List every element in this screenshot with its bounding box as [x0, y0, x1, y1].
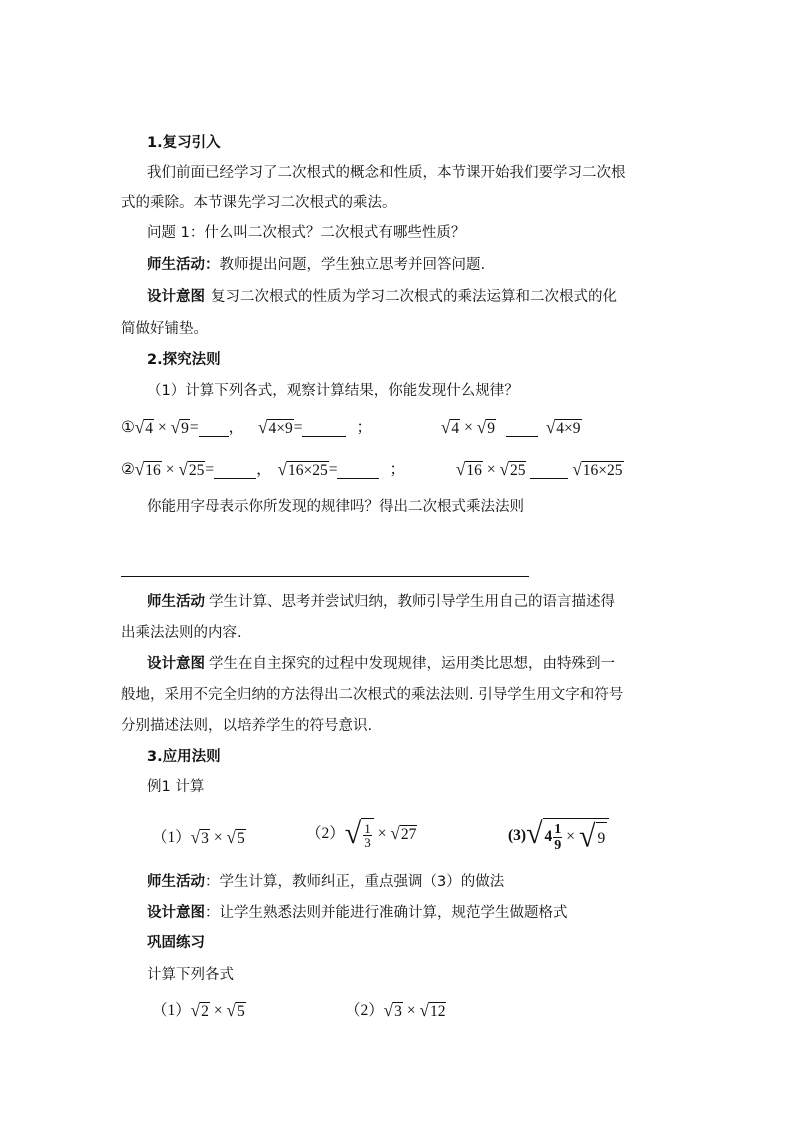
- section3-title: 3.应用法则: [147, 749, 221, 765]
- row1-marker: ①: [121, 419, 135, 436]
- design-text: ：让学生熟悉法则并能进行准确计算，规范学生做题格式: [205, 905, 568, 921]
- sqrt-4x9: √ 4×9: [545, 417, 581, 438]
- ex2-label: （2）: [306, 825, 345, 842]
- section2-activity: [147, 592, 615, 612]
- separator: ，: [256, 461, 272, 478]
- sqrt-16x25: √ 16×25: [277, 459, 328, 480]
- activity-text: 教师提出问题，学生独立思考并回答问题.: [219, 257, 486, 273]
- times-sign: ×: [377, 825, 387, 842]
- sqrt-12: √ 12: [419, 1000, 446, 1021]
- section2-title: 2.探究法则: [147, 352, 221, 368]
- sqrt-25: √ 25: [178, 459, 205, 480]
- section2-design: [147, 654, 615, 674]
- equals: =: [328, 461, 338, 478]
- times-sign: ×: [165, 461, 175, 478]
- example-3: [508, 818, 609, 853]
- sqrt-9: √ 9: [476, 417, 495, 438]
- sqrt-3: √ 3: [383, 1000, 402, 1021]
- sqrt-16x25: √ 16×25: [572, 459, 623, 480]
- section3-activity: [147, 872, 504, 892]
- section1-para-line1: 我们前面已经学习了二次根式的概念和性质，本节课开始我们要学习二次根: [147, 165, 626, 181]
- sqrt-16: √ 16: [134, 459, 161, 480]
- answer-blank[interactable]: [302, 420, 346, 437]
- section1-design: [147, 287, 617, 307]
- formula-row-1: [121, 418, 372, 438]
- answer-blank[interactable]: [337, 462, 379, 479]
- answer-line[interactable]: [121, 576, 529, 577]
- row2-marker: ②: [121, 461, 135, 478]
- section1-activity: [147, 255, 485, 275]
- compare-blank[interactable]: [506, 420, 538, 437]
- section2-task: （1）计算下列各式，观察计算结果，你能发现什么规律？: [147, 383, 519, 399]
- p1-label: （1）: [152, 1002, 191, 1019]
- activity-label: 师生活动: [147, 594, 205, 610]
- section1-design-line2: 简做好铺垫。: [121, 321, 208, 337]
- practice-task: 计算下列各式: [147, 967, 234, 983]
- answer-blank[interactable]: [199, 420, 229, 437]
- design-label: 设计意图: [147, 905, 205, 921]
- example-title: 例1 计算: [147, 779, 205, 795]
- sqrt-27: √ 27: [390, 823, 417, 844]
- answer-blank[interactable]: [214, 462, 256, 479]
- practice-1: [152, 1001, 246, 1021]
- section2-prompt: 你能用字母表示你所发现的规律吗？得出二次根式乘法法则: [147, 499, 524, 515]
- section1-title: 1.复习引入: [147, 135, 221, 151]
- example-1: [152, 828, 246, 848]
- sqrt-25: √ 25: [499, 459, 526, 480]
- sqrt-5: √ 5: [226, 1000, 245, 1021]
- design-text-line1: 学生在自主探究的过程中发现规律，运用类比思想，由特殊到一: [209, 656, 615, 672]
- sqrt-4: √ 4: [441, 417, 460, 438]
- separator: ；: [356, 419, 372, 436]
- practice-2: [345, 1001, 446, 1021]
- section1-para-line2: 式的乘除。本节课先学习二次根式的乘法。: [121, 195, 397, 211]
- sqrt-5: √ 5: [226, 827, 245, 848]
- p2-label: （2）: [345, 1002, 384, 1019]
- question-1: 问题 1：什么叫二次根式？二次根式有哪些性质？: [147, 225, 466, 241]
- activity-text: ：学生计算，教师纠正，重点强调（3）的做法: [205, 874, 505, 890]
- ex1-label: （1）: [152, 829, 191, 846]
- times-sign: ×: [486, 461, 496, 478]
- activity-text-line1: 学生计算、思考并尝试归纳，教师引导学生用自己的语言描述得: [209, 594, 615, 610]
- separator: ，: [228, 419, 245, 436]
- times-sign: ×: [406, 1002, 416, 1019]
- activity-label: 师生活动：: [147, 257, 220, 273]
- formula-row-2: [121, 460, 405, 480]
- practice-title: 巩固练习: [147, 935, 205, 951]
- sqrt-4x9: √ 4×9: [258, 417, 293, 438]
- separator: ；: [389, 461, 405, 478]
- compare-row-2: [456, 460, 624, 481]
- section2-activity-line2: 出乘法法则的内容.: [121, 625, 242, 641]
- sqrt-one-third: √ $\frac{1}{3}$: [345, 818, 374, 850]
- section2-design-line2: 般地，采用不完全归纳的方法得出二次根式的乘法法则. 引导学生用文字和符号: [121, 687, 624, 703]
- design-label: 设计意图: [147, 289, 205, 305]
- activity-label: 师生活动: [147, 874, 205, 890]
- design-text-line1: 复习二次根式的性质为学习二次根式的乘法运算和二次根式的化: [211, 289, 617, 305]
- times-sign: ×: [213, 1002, 223, 1019]
- compare-blank[interactable]: [530, 462, 568, 479]
- section2-design-line3: 分别描述法则，以培养学生的符号意识.: [121, 718, 373, 734]
- section3-design: [147, 903, 568, 923]
- sqrt-4: √ 4: [134, 417, 153, 438]
- times-sign: ×: [213, 829, 223, 846]
- times-sign: ×: [158, 419, 167, 436]
- ex3-label: (3): [508, 826, 527, 844]
- times-sign: ×: [464, 419, 473, 436]
- sqrt-2: √ 2: [190, 1000, 209, 1021]
- example-2: [306, 818, 417, 850]
- sqrt-3: √ 3: [190, 827, 209, 848]
- sqrt-mixed-number: √ 4 $\frac{1}{9}$ × √ 9: [526, 818, 609, 853]
- sqrt-9: √ 9: [170, 417, 189, 438]
- sqrt-16: √ 16: [456, 459, 482, 480]
- equals: =: [293, 419, 303, 436]
- design-label: 设计意图: [147, 656, 205, 672]
- equals: =: [205, 461, 215, 478]
- equals: =: [189, 419, 199, 436]
- compare-row-1: [441, 418, 582, 439]
